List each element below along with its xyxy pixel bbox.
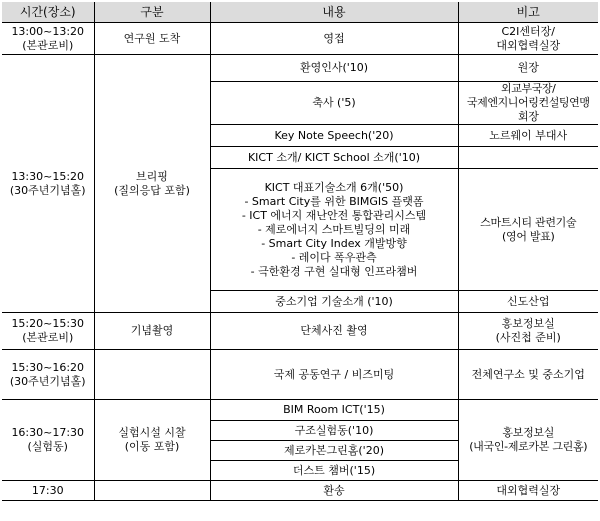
- content-cell: 제로카본그린홈('20): [210, 441, 458, 461]
- header-row: [2, 2, 598, 23]
- note-line: 대외협력실장: [496, 38, 561, 52]
- time-location: (실험동): [27, 440, 68, 453]
- note-cell: 신도산업: [458, 291, 598, 313]
- category-line: (질의응답 포함): [114, 183, 190, 197]
- note-line: 국제엔지니어링컨설팅연맹 회장: [466, 96, 590, 123]
- time-cell: 17:30: [2, 481, 94, 501]
- table-row: [2, 400, 598, 421]
- time-range: 13:00~13:20: [11, 24, 85, 38]
- header-category: 구분: [94, 2, 210, 23]
- content-cell: 영접: [210, 23, 458, 55]
- tech-item: - Smart City Index 개발방향: [261, 236, 407, 250]
- note-cell: [458, 313, 598, 350]
- time-cell: [2, 400, 94, 481]
- category-cell: [94, 481, 210, 501]
- content-cell: 더스트 챔버('15): [210, 461, 458, 481]
- note-cell: [458, 23, 598, 55]
- time-range: 15:20~15:30: [11, 317, 85, 330]
- category-line: 브리핑: [136, 169, 168, 183]
- table-row: [2, 350, 598, 400]
- category-cell: 기념촬영: [94, 313, 210, 350]
- note-cell: 노르웨이 부대사: [458, 125, 598, 147]
- content-cell: Key Note Speech('20): [210, 125, 458, 147]
- note-cell: 대외협력실장: [458, 481, 598, 501]
- header-note: 비고: [458, 2, 598, 23]
- category-cell: 연구원 도착: [94, 23, 210, 55]
- category-cell: [94, 400, 210, 481]
- content-cell: [210, 169, 458, 291]
- content-cell: BIM Room ICT('15): [210, 400, 458, 421]
- time-range: 15:30~16:20: [11, 360, 85, 374]
- tech-item: - 제로에너지 스마트빌딩의 미래: [257, 222, 411, 236]
- time-location: (본관로비): [22, 331, 74, 344]
- content-cell: 중소기업 기술소개 ('10): [210, 291, 458, 313]
- note-line: (사진첩 준비): [495, 331, 561, 344]
- tech-item: - 레이다 폭우관측: [291, 250, 377, 264]
- note-line: 외교부국장/: [501, 82, 556, 95]
- note-line: 홍보정보실: [501, 317, 555, 330]
- note-cell: [458, 82, 598, 125]
- note-line: 홍보정보실: [502, 426, 555, 439]
- header-time: 시간(장소): [2, 2, 94, 23]
- time-cell: [2, 55, 94, 313]
- tech-item: - Smart City를 위한 BIMGIS 플랫폼: [244, 194, 424, 208]
- note-line: 스마트시티 관련기술: [480, 215, 577, 229]
- time-location: (30주년기념홀): [9, 183, 86, 197]
- content-cell: 축사 ('5): [210, 82, 458, 125]
- content-cell: 환송: [210, 481, 458, 501]
- tech-title: KICT 대표기술소개 6개('50): [264, 180, 404, 194]
- note-cell: [458, 400, 598, 481]
- table-row: [2, 23, 598, 55]
- category-line: (이동 포함): [124, 440, 180, 453]
- time-cell: [2, 350, 94, 400]
- table-row: [2, 481, 598, 501]
- time-location: (본관로비): [22, 38, 74, 52]
- tech-item: - 극한환경 구현 실대형 인프라챔버: [250, 264, 418, 278]
- note-line: (영어 발표): [502, 229, 555, 243]
- header-content: 내용: [210, 2, 458, 23]
- category-cell: [94, 350, 210, 400]
- content-cell: 단체사진 촬영: [210, 313, 458, 350]
- content-cell: 국제 공동연구 / 비즈미팅: [210, 350, 458, 400]
- note-line: C2I센터장/: [501, 24, 555, 38]
- content-cell: 구조실험동('10): [210, 421, 458, 441]
- time-range: 13:30~15:20: [11, 169, 85, 183]
- note-cell: 전체연구소 및 중소기업: [458, 350, 598, 400]
- content-cell: 환영인사('10): [210, 55, 458, 82]
- time-cell: [2, 23, 94, 55]
- category-line: 실험시설 시찰: [118, 426, 186, 439]
- content-cell: KICT 소개/ KICT School 소개('10): [210, 147, 458, 169]
- time-cell: [2, 313, 94, 350]
- note-cell: [458, 147, 598, 169]
- schedule-table: [2, 2, 598, 501]
- note-cell: 원장: [458, 55, 598, 82]
- table-row: [2, 313, 598, 350]
- note-line: (내국인-제로카본 그린홈): [469, 440, 588, 453]
- table-row: [2, 55, 598, 82]
- note-cell: [458, 169, 598, 291]
- time-range: 16:30~17:30: [11, 426, 85, 439]
- tech-item: - ICT 에너지 재난안전 통합관리시스템: [241, 208, 427, 222]
- time-location: (30주년기념홀): [9, 374, 86, 388]
- category-cell: [94, 55, 210, 313]
